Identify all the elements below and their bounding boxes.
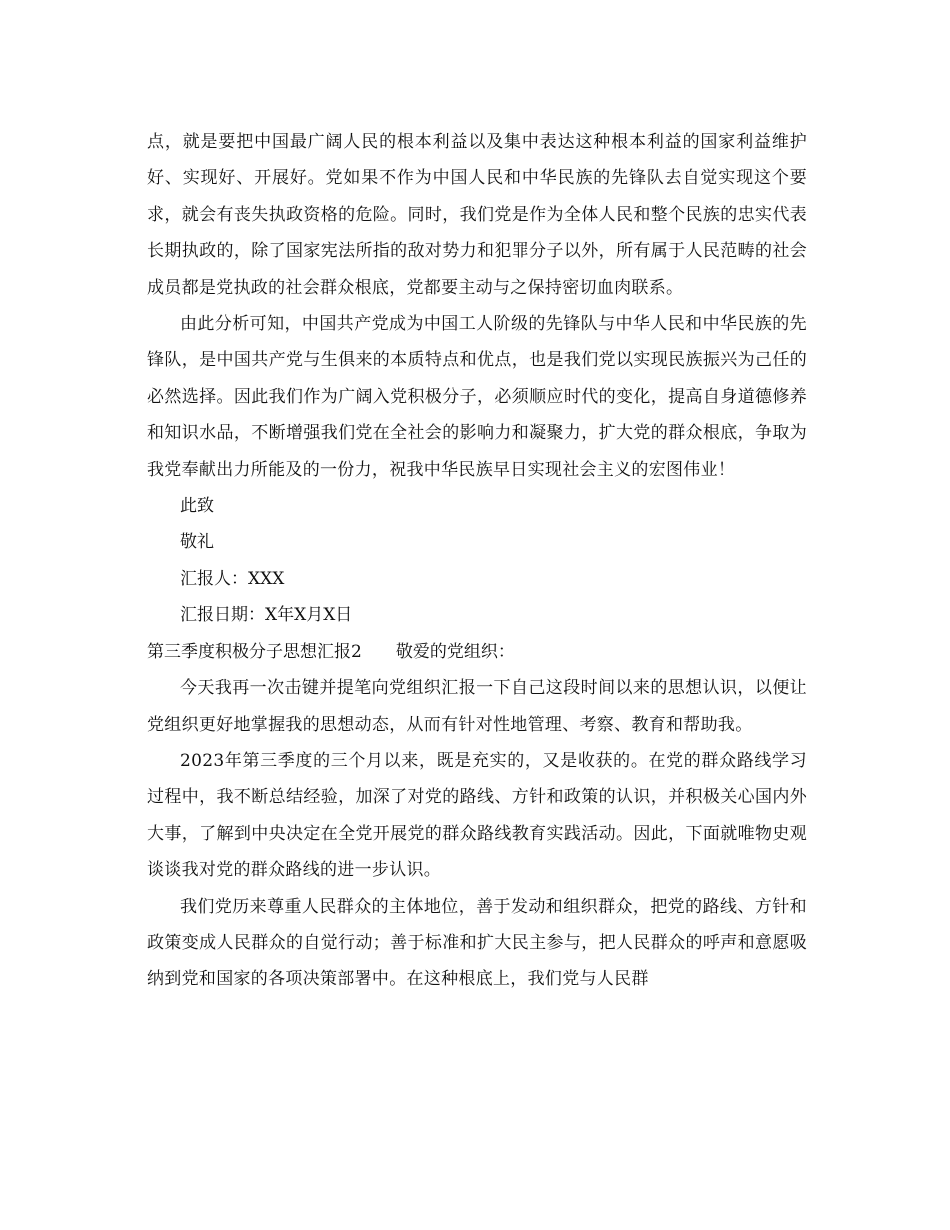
closing-respect: 敬礼 bbox=[180, 532, 214, 553]
paragraph-4: 2023年第三季度的三个月以来，既是充实的，又是收获的。在党的群众路线学习过程中，我不断总结经验，加深了对党的路线、方针和政策的认识，并积极关心国内外大事，了解到中央决定在全党开展党的群众路线教育实践活动。因此，下面就唯物史观谈谈我对党的群众路线的进一步认识。 bbox=[147, 750, 807, 881]
paragraph-3: 今天我再一次击键并提笔向党组织汇报一下自己这段时间以来的思想认识，以便让党组织更好地掌握我的思想动态，从而有针对性地管理、考察、教育和帮助我。 bbox=[147, 678, 807, 735]
document-body bbox=[147, 124, 807, 998]
section-heading: 第三季度积极分子思想汇报2 敬爱的党组织： bbox=[147, 641, 515, 662]
paragraph-5: 我们党历来尊重人民群众的主体地位，善于发动和组织群众，把党的路线、方针和政策变成人民群众的自觉行动；善于标准和扩大民主参与，把人民群众的呼声和意愿吸纳到党和国家的各项决策部署中。在这种根底上，我们党与人民群 bbox=[147, 896, 807, 990]
paragraph-2: 由此分析可知，中国共产党成为中国工人阶级的先锋队与中华人民和中华民族的先锋队，是中国共产党与生俱来的本质特点和优点，也是我们党以实现民族振兴为己任的必然选择。因此我们作为广阔入党积极分子，必须顺应时代的变化，提高自身道德修养和知识水品，不断增强我们党在全社会的影响力和凝聚力，扩大党的群众根底，争取为我党奉献出力所能及的一份力，祝我中华民族早日实现社会主义的宏图伟业！ bbox=[147, 314, 807, 480]
closing-salutation: 此致 bbox=[180, 496, 214, 517]
reporter-line: 汇报人：XXX bbox=[180, 568, 285, 589]
report-date-line: 汇报日期：X年X月X日 bbox=[180, 605, 353, 626]
paragraph-1: 点，就是要把中国最广阔人民的根本利益以及集中表达这种根本利益的国家利益维护好、实现好、开展好。党如果不作为中国人民和中华民族的先锋队去自觉实现这个要求，就会有丧失执政资格的危险。同时，我们党是作为全体人民和整个民族的忠实代表长期执政的，除了国家宪法所指的敌对势力和犯罪分子以外，所有属于人民范畴的社会成员都是党执政的社会群众根底，党都要主动与之保持密切血肉联系。 bbox=[147, 132, 807, 298]
